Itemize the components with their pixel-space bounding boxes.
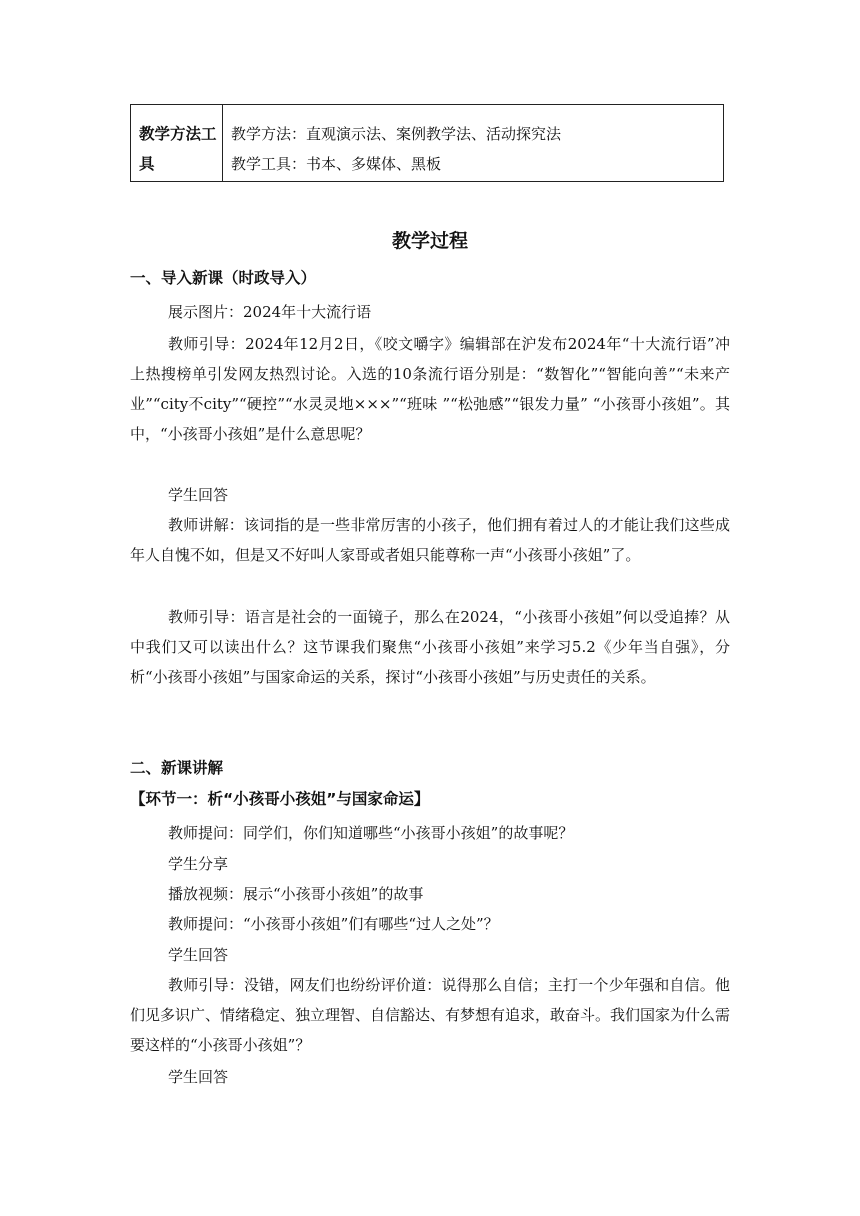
teaching-tools-text: 教学工具：书本、多媒体、黑板 [231, 155, 442, 173]
section1-heading: 一、导入新课（时政导入） [130, 269, 317, 287]
section2-paragraph: 教师引导：没错，网友们也纷纷评价道：说得那么自信；主打一个少年强和自信。他们见多识广、情绪稳定、独立理智、自信豁达、有梦想有追求，敢奋斗。我们国家为什么需要这样的“小孩哥小孩姐”？ [130, 976, 731, 1054]
section2-paragraph: 播放视频：展示“小孩哥小孩姐”的故事 [168, 885, 424, 903]
teaching-method-table [130, 104, 724, 182]
section1-paragraph: 教师引导：语言是社会的一面镜子，那么在2024，“小孩哥小孩姐”何以受追捧？从中我们又可以读出什么？这节课我们聚焦“小孩哥小孩姐”来学习5.2《少年当自强》，分析“小孩哥小孩姐”与国家命运的关系，探讨“小孩哥小孩姐”与历史责任的关系。 [130, 608, 730, 686]
page-title: 教学过程 [391, 230, 468, 252]
section2-heading: 二、新课讲解 [130, 759, 224, 777]
method-table-content [223, 105, 723, 181]
section1-paragraph: 教师讲解：该词指的是一些非常厉害的小孩子，他们拥有着过人的才能让我们这些成年人自愧不如，但是又不好叫人家哥或者姐只能尊称一声“小孩哥小孩姐”了。 [130, 516, 730, 564]
method-table-label: 教学方法工具 [131, 105, 223, 181]
section1-paragraph: 教师引导：2024年12月2日，《咬文嚼字》编辑部在沪发布2024年“十大流行语”冲上热搜榜单引发网友热烈讨论。入选的10条流行语分别是：“数智化”“智能向善”“未来产业”“city不city”“硬控”“水灵灵地×××”“班味 ”“松弛感”“银发力量” “小孩哥小孩姐”。其中，“小孩哥小孩姐”是什么意思呢？ [130, 335, 730, 443]
section1-paragraph: 学生回答 [168, 486, 229, 504]
section2-paragraph: 学生分享 [168, 855, 229, 873]
section2-paragraph: 学生回答 [168, 946, 229, 964]
section2-subheading: 【环节一：析“小孩哥小孩姐”与国家命运】 [130, 790, 430, 808]
section2-paragraph: 教师提问：同学们，你们知道哪些“小孩哥小孩姐”的故事呢？ [168, 824, 574, 842]
section2-paragraph: 学生回答 [168, 1068, 229, 1086]
section2-paragraph: 教师提问：“小孩哥小孩姐”们有哪些“过人之处”？ [168, 915, 499, 933]
section1-paragraph: 展示图片：2024年十大流行语 [168, 303, 372, 321]
teaching-methods-text: 教学方法：直观演示法、案例教学法、活动探究法 [231, 125, 562, 143]
